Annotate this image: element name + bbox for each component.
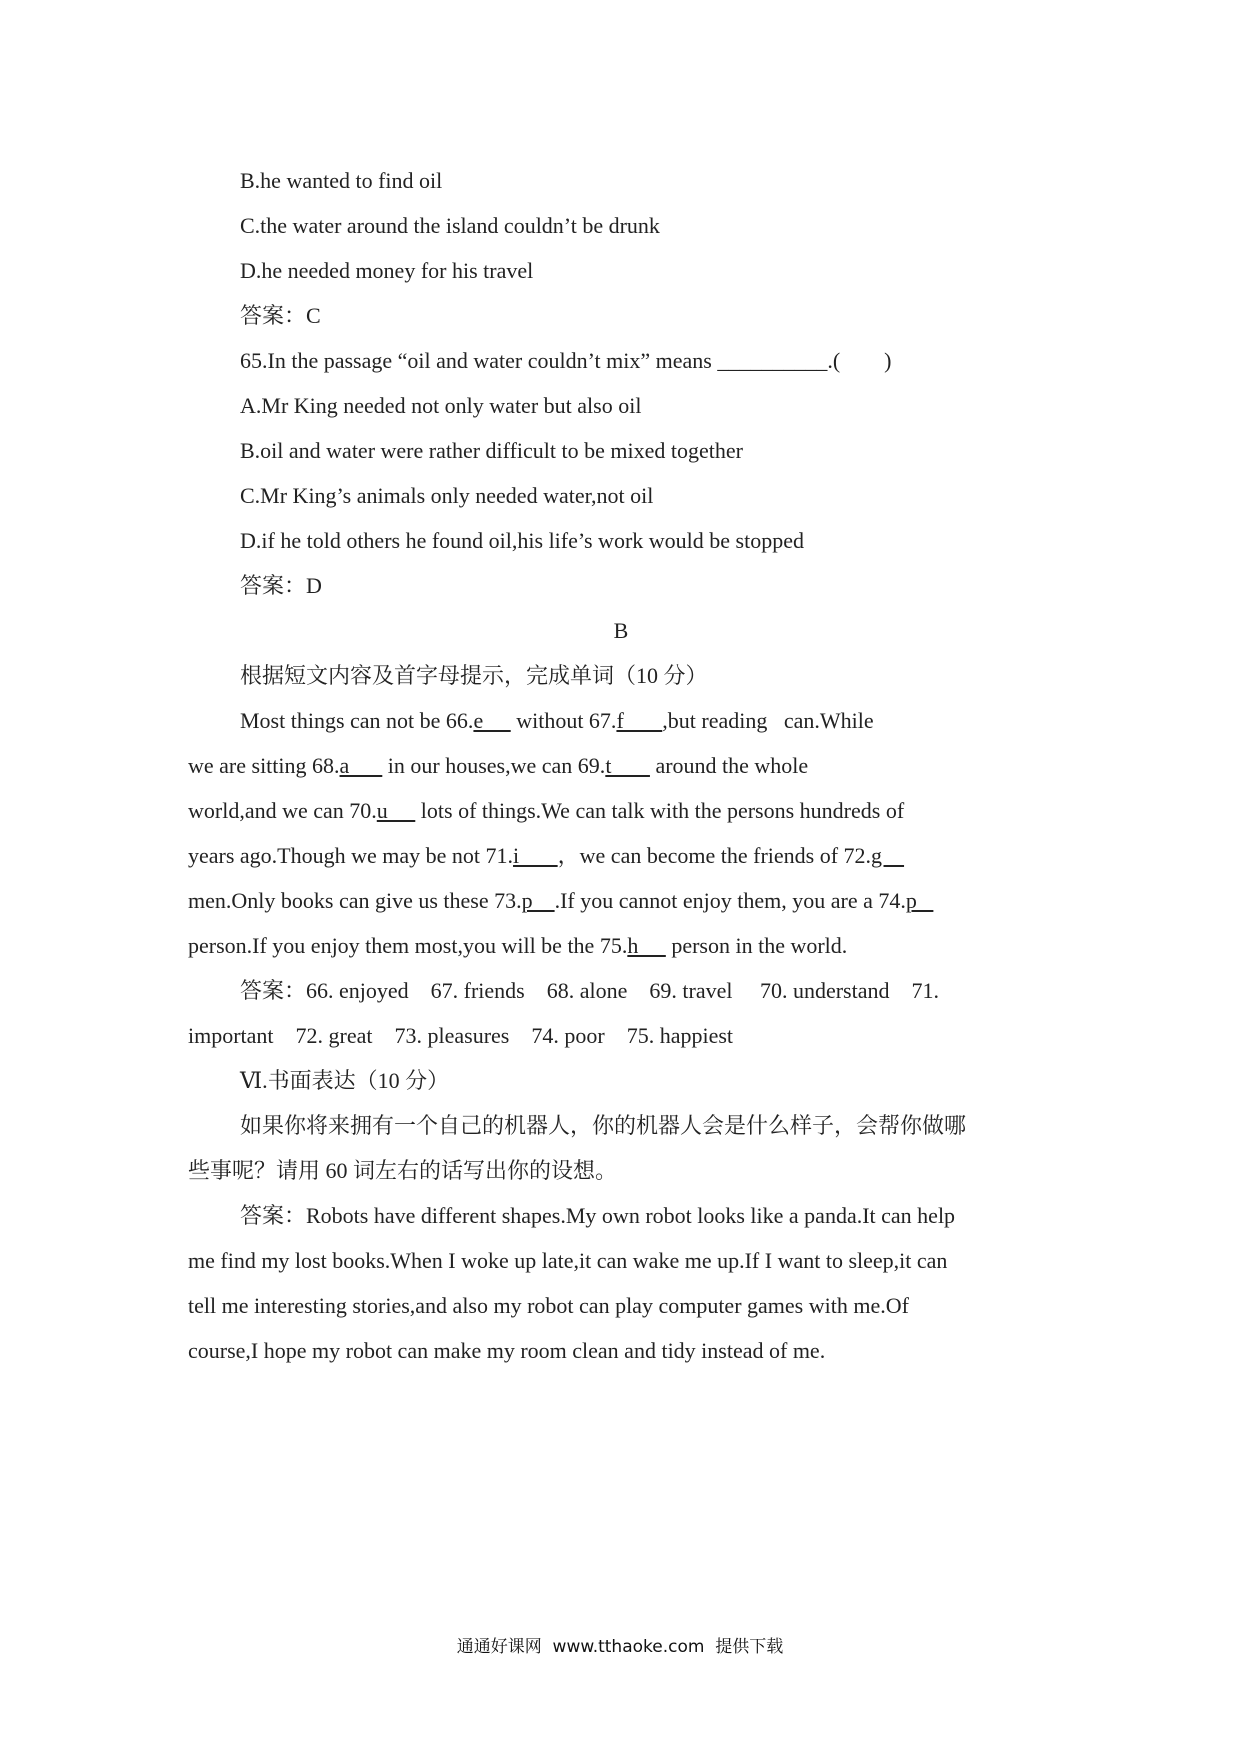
section-vi-answer-3: tell me interesting stories,and also my robot can play computer games with me.Of xyxy=(188,1293,909,1318)
passage-text: person.If you enjoy them most,you will be the 75. xyxy=(188,933,628,958)
blank-66: e xyxy=(473,708,511,733)
q65-blank: __________ xyxy=(717,348,828,373)
blank-71: i xyxy=(513,843,558,868)
passage-text: we are sitting 68. xyxy=(188,753,340,778)
section-b-instruction: 根据短文内容及首字母提示，完成单词（10 分） xyxy=(240,663,708,688)
passage-text: around the whole xyxy=(649,753,809,778)
section-b-answer-2: important 72. great 73. pleasures 74. poor 75. happiest xyxy=(188,1023,734,1048)
passage-line-4 xyxy=(188,833,1054,878)
passage-text: Most things can not be 66. xyxy=(240,708,474,733)
section-b-answer-1: 答案：66. enjoyed 67. friends 68. alone 69. travel 70. understand 71. xyxy=(240,978,939,1003)
q65-option-d: D.if he told others he found oil,his life’s work would be stopped xyxy=(240,528,804,553)
passage-text: in our houses,we can 69. xyxy=(382,753,606,778)
q64-option-b: B.he wanted to find oil xyxy=(240,168,443,193)
blank-73: p xyxy=(521,888,555,913)
passage-line-6 xyxy=(188,923,1054,968)
q65-option-c: C.Mr King’s animals only needed water,not oil xyxy=(240,483,654,508)
passage-line-3 xyxy=(188,788,1054,833)
passage-text: lots of things.We can talk with the persons hundreds of xyxy=(415,798,905,823)
section-vi-answer-4: course,I hope my robot can make my room clean and tidy instead of me. xyxy=(188,1338,826,1363)
blank-67: f xyxy=(616,708,663,733)
page-footer: 通通好课网 www.tthaoke.com 提供下载 xyxy=(456,1637,784,1657)
q65-stem xyxy=(240,338,1054,383)
passage-text: world,and we can 70. xyxy=(188,798,377,823)
section-vi-prompt-2: 些事呢？请用 60 词左右的话写出你的设想。 xyxy=(188,1158,618,1183)
blank-75: h xyxy=(627,933,666,958)
blank-74: p xyxy=(905,888,934,913)
passage-line-1 xyxy=(240,698,1054,743)
passage-line-5 xyxy=(188,878,1054,923)
blank-72: g xyxy=(871,843,905,868)
q64-option-c: C.the water around the island couldn’t be drunk xyxy=(240,213,660,238)
passage-text: ,but reading can.While xyxy=(662,708,874,733)
passage-text: person in the world. xyxy=(665,933,848,958)
section-vi-answer-2: me find my lost books.When I woke up late,it can wake me up.If I want to sleep,it can xyxy=(188,1248,948,1273)
section-vi-prompt-1: 如果你将来拥有一个自己的机器人，你的机器人会是什么样子，会帮你做哪 xyxy=(240,1113,967,1138)
blank-70: u xyxy=(376,798,416,823)
passage-text: without 67. xyxy=(510,708,617,733)
blank-69: t xyxy=(605,753,650,778)
passage-text: years ago.Though we may be not 71. xyxy=(188,843,514,868)
section-vi-answer-1: 答案：Robots have different shapes.My own robot looks like a panda.It can help xyxy=(240,1203,956,1228)
passage-text: .If you cannot enjoy them, you are a 74. xyxy=(554,888,906,913)
q64-option-d: D.he needed money for his travel xyxy=(240,258,534,283)
passage-text: ，we can become the friends of 72. xyxy=(557,843,872,868)
blank-68: a xyxy=(339,753,383,778)
q65-answer: 答案：D xyxy=(240,573,322,598)
section-b-label: B xyxy=(613,618,629,643)
q65-paren: .( ) xyxy=(827,348,892,373)
q65-stem-text: 65.In the passage “oil and water couldn’t mix” means xyxy=(240,348,712,373)
passage-text: men.Only books can give us these 73. xyxy=(188,888,522,913)
passage-line-2 xyxy=(188,743,1054,788)
section-vi-title: Ⅵ.书面表达（10 分） xyxy=(240,1068,450,1093)
q64-answer: 答案：C xyxy=(240,303,321,328)
q65-option-b: B.oil and water were rather difficult to be mixed together xyxy=(240,438,743,463)
q65-option-a: A.Mr King needed not only water but also oil xyxy=(240,393,642,418)
